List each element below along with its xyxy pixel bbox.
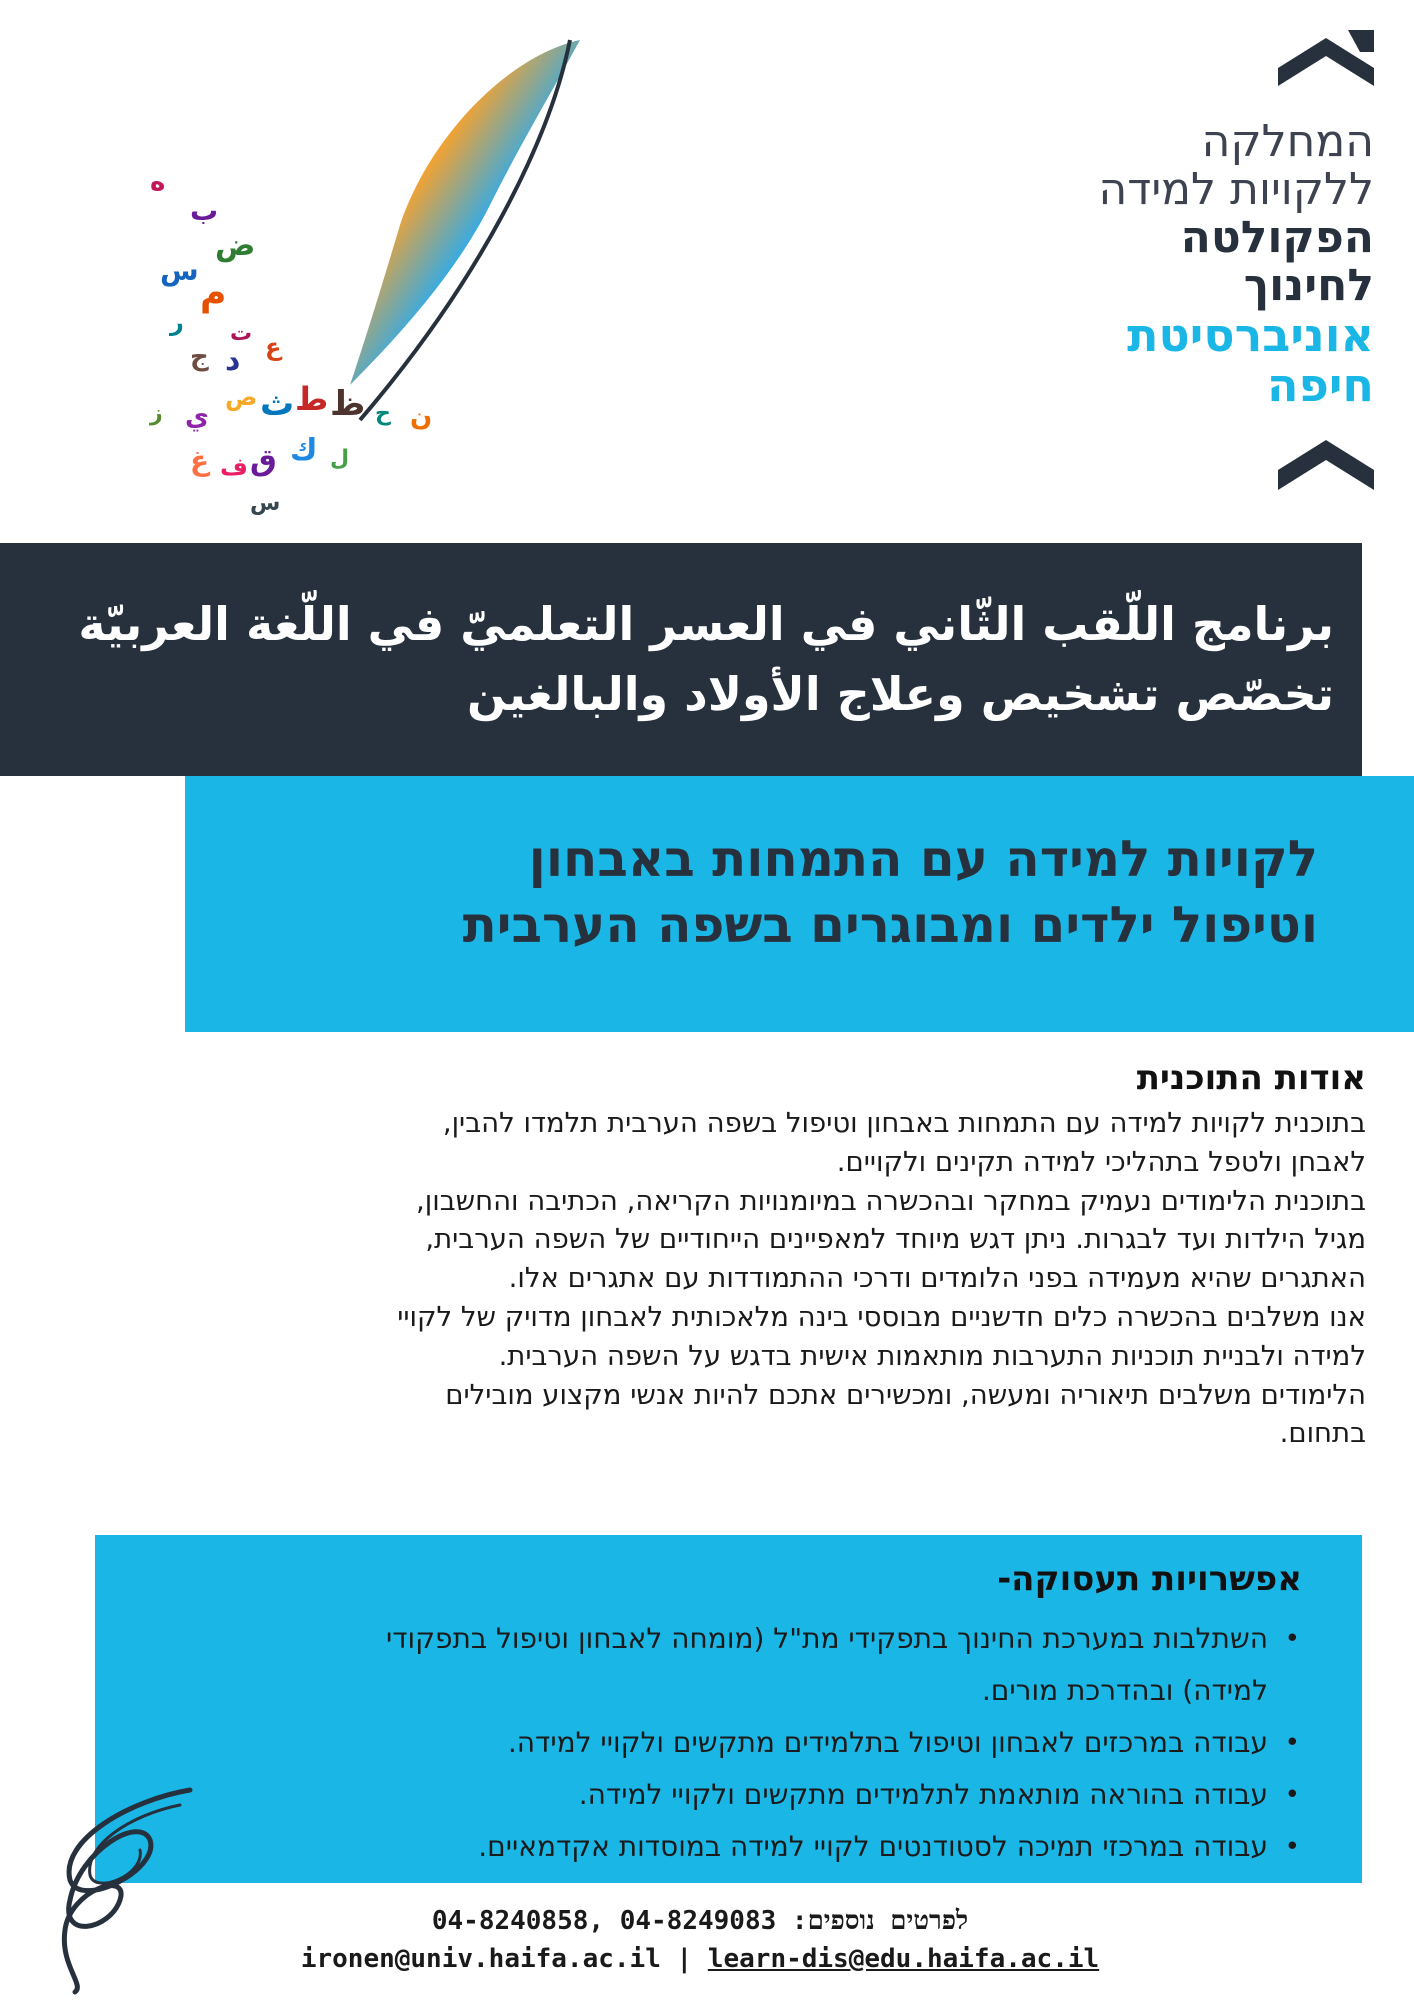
svg-text:ز: ز (150, 401, 163, 426)
bullet-icon: • (1284, 1624, 1300, 1654)
svg-text:ر: ر (170, 308, 184, 336)
university-name (1054, 310, 1374, 410)
svg-text:ع: ع (265, 333, 282, 361)
about-line: האתגרים שהיא מעמידה בפני הלומדים ודרכי ההתמודדות עם אתגרים אלו. (508, 1262, 1366, 1295)
employment-list (135, 1613, 1302, 1873)
about-line: הלימודים משלבים תיאוריה ומעשה, ומכשירים אתכם להיות אנשי מקצוע מובילים (445, 1378, 1366, 1411)
hebrew-subtitle-line-2: וטיפול ילדים ומבוגרים בשפה הערבית (462, 896, 1318, 954)
svg-text:س: س (250, 491, 281, 516)
svg-text:ي: ي (185, 402, 209, 432)
bullet-icon: • (1284, 1832, 1300, 1862)
svg-text:د: د (225, 343, 241, 378)
faculty-name (1054, 214, 1374, 310)
about-line: מגיל הילדות ועד לבגרות. ניתן דגש מיוחד למאפיינים הייחודיים של השפה הערבית, (425, 1223, 1366, 1256)
arabic-title-line-1: برنامج اللّقب الثّاني في العسر التعلميّ في اللّغة العربيّة (78, 597, 1334, 651)
list-item (135, 1717, 1302, 1769)
about-line: למידה ולבניית תוכניות התערבות מותאמות אישית בדגש על השפה הערבית. (498, 1339, 1366, 1372)
faculty-line-2: לחינוך (1243, 260, 1374, 311)
email-separator: | (676, 1944, 693, 1974)
svg-text:ب: ب (190, 194, 219, 227)
svg-text:ض: ض (215, 228, 256, 263)
department-name (1054, 118, 1374, 214)
feather-quill-icon (130, 20, 630, 520)
chevron-up-bottom-icon (1278, 438, 1374, 494)
bullet-icon: • (1284, 1728, 1300, 1758)
hebrew-subtitle-banner (185, 776, 1414, 1032)
about-line: לאבחן ולטפל בתהליכי למידה תקינים ולקויים. (836, 1145, 1366, 1178)
about-line: בתחום. (1279, 1417, 1366, 1450)
svg-text:ث: ث (260, 384, 295, 424)
university-line-1: אוניברסיטת (1127, 308, 1374, 362)
svg-text:س: س (160, 254, 199, 287)
list-item-continuation (135, 1665, 1302, 1717)
email-link-ironen[interactable]: ironen@univ.haifa.ac.il (300, 1944, 661, 1974)
list-item-text: השתלבות במערכת החינוך בתפקידי מת"ל (מומחה לאבחון וטיפול בתפקודי (385, 1622, 1268, 1655)
about-heading: אודות התוכנית (1136, 1058, 1366, 1098)
hebrew-subtitle-line-1: לקויות למידה עם התמחות באבחון (528, 830, 1318, 888)
svg-text:ه: ه (150, 167, 166, 197)
svg-text:ك: ك (290, 433, 318, 468)
list-item-text: עבודה בהוראה מותאמת לתלמידים מתקשים ולקויי למידה. (578, 1778, 1268, 1811)
contact-emails-row (300, 1940, 1100, 1978)
svg-text:ق: ق (250, 443, 277, 478)
list-item (135, 1769, 1302, 1821)
svg-text:ف: ف (220, 453, 248, 481)
contact-label: לפרטים נוספים: (791, 1906, 969, 1936)
about-line: בתוכנית הלימודים נעמיק במחקר ובהכשרה במיומנויות הקריאה, הכתיבה והחשבון, (416, 1184, 1366, 1217)
svg-text:ظ: ظ (330, 384, 366, 424)
faculty-line-1: הפקולטה (1180, 212, 1374, 263)
list-item-text: עבודה במרכזים לאבחון וטיפול בתלמידים מתקשים ולקויי למידה. (507, 1726, 1268, 1759)
about-section (80, 1052, 1366, 1453)
svg-text:ل: ل (330, 446, 350, 471)
list-item-text: עבודה במרכזי תמיכה לסטודנטים לקויי למידה במוסדות אקדמאיים. (478, 1830, 1268, 1863)
svg-text:ح: ح (375, 401, 391, 426)
department-line-1: המחלקה (1201, 116, 1374, 167)
bullet-icon: • (1284, 1780, 1300, 1810)
svg-text:ص: ص (225, 383, 258, 411)
university-line-2: חיפה (1266, 358, 1374, 412)
employment-heading: אפשרויות תעסוקה- (997, 1559, 1302, 1599)
department-line-2: ללקויות למידה (1098, 164, 1374, 215)
contact-phones-row (300, 1902, 1100, 1940)
contact-phones: 04-8249083 ,04-8240858 (431, 1906, 777, 1936)
arabic-title-banner (0, 543, 1362, 776)
svg-text:م: م (200, 273, 227, 314)
svg-text:ت: ت (230, 321, 253, 346)
email-link-learn-dis[interactable]: learn-dis@edu.haifa.ac.il (707, 1944, 1100, 1974)
university-logo (1054, 30, 1374, 494)
svg-text:غ: غ (190, 444, 210, 477)
list-item-text: למידה) ובהדרכת מורים. (981, 1674, 1268, 1707)
swirl-decoration-icon (40, 1780, 200, 1995)
svg-text:ط: ط (295, 380, 329, 418)
employment-section (95, 1535, 1362, 1883)
arabic-title-line-2: تخصّص تشخيص وعلاج الأولاد والبالغين (467, 667, 1334, 721)
chevron-up-logo-icon (1278, 30, 1374, 96)
list-item (135, 1613, 1302, 1665)
list-item (135, 1821, 1302, 1873)
svg-text:ن: ن (410, 402, 433, 432)
svg-text:ج: ج (190, 342, 209, 372)
contact-info (300, 1902, 1100, 1978)
about-line: אנו משלבים בהכשרה כלים חדשניים מבוססי בינה מלאכותית לאבחון מדויק של לקויי (397, 1300, 1366, 1333)
about-line: בתוכנית לקויות למידה עם התמחות באבחון וטיפול בשפה הערבית תלמדו להבין, (442, 1107, 1366, 1139)
